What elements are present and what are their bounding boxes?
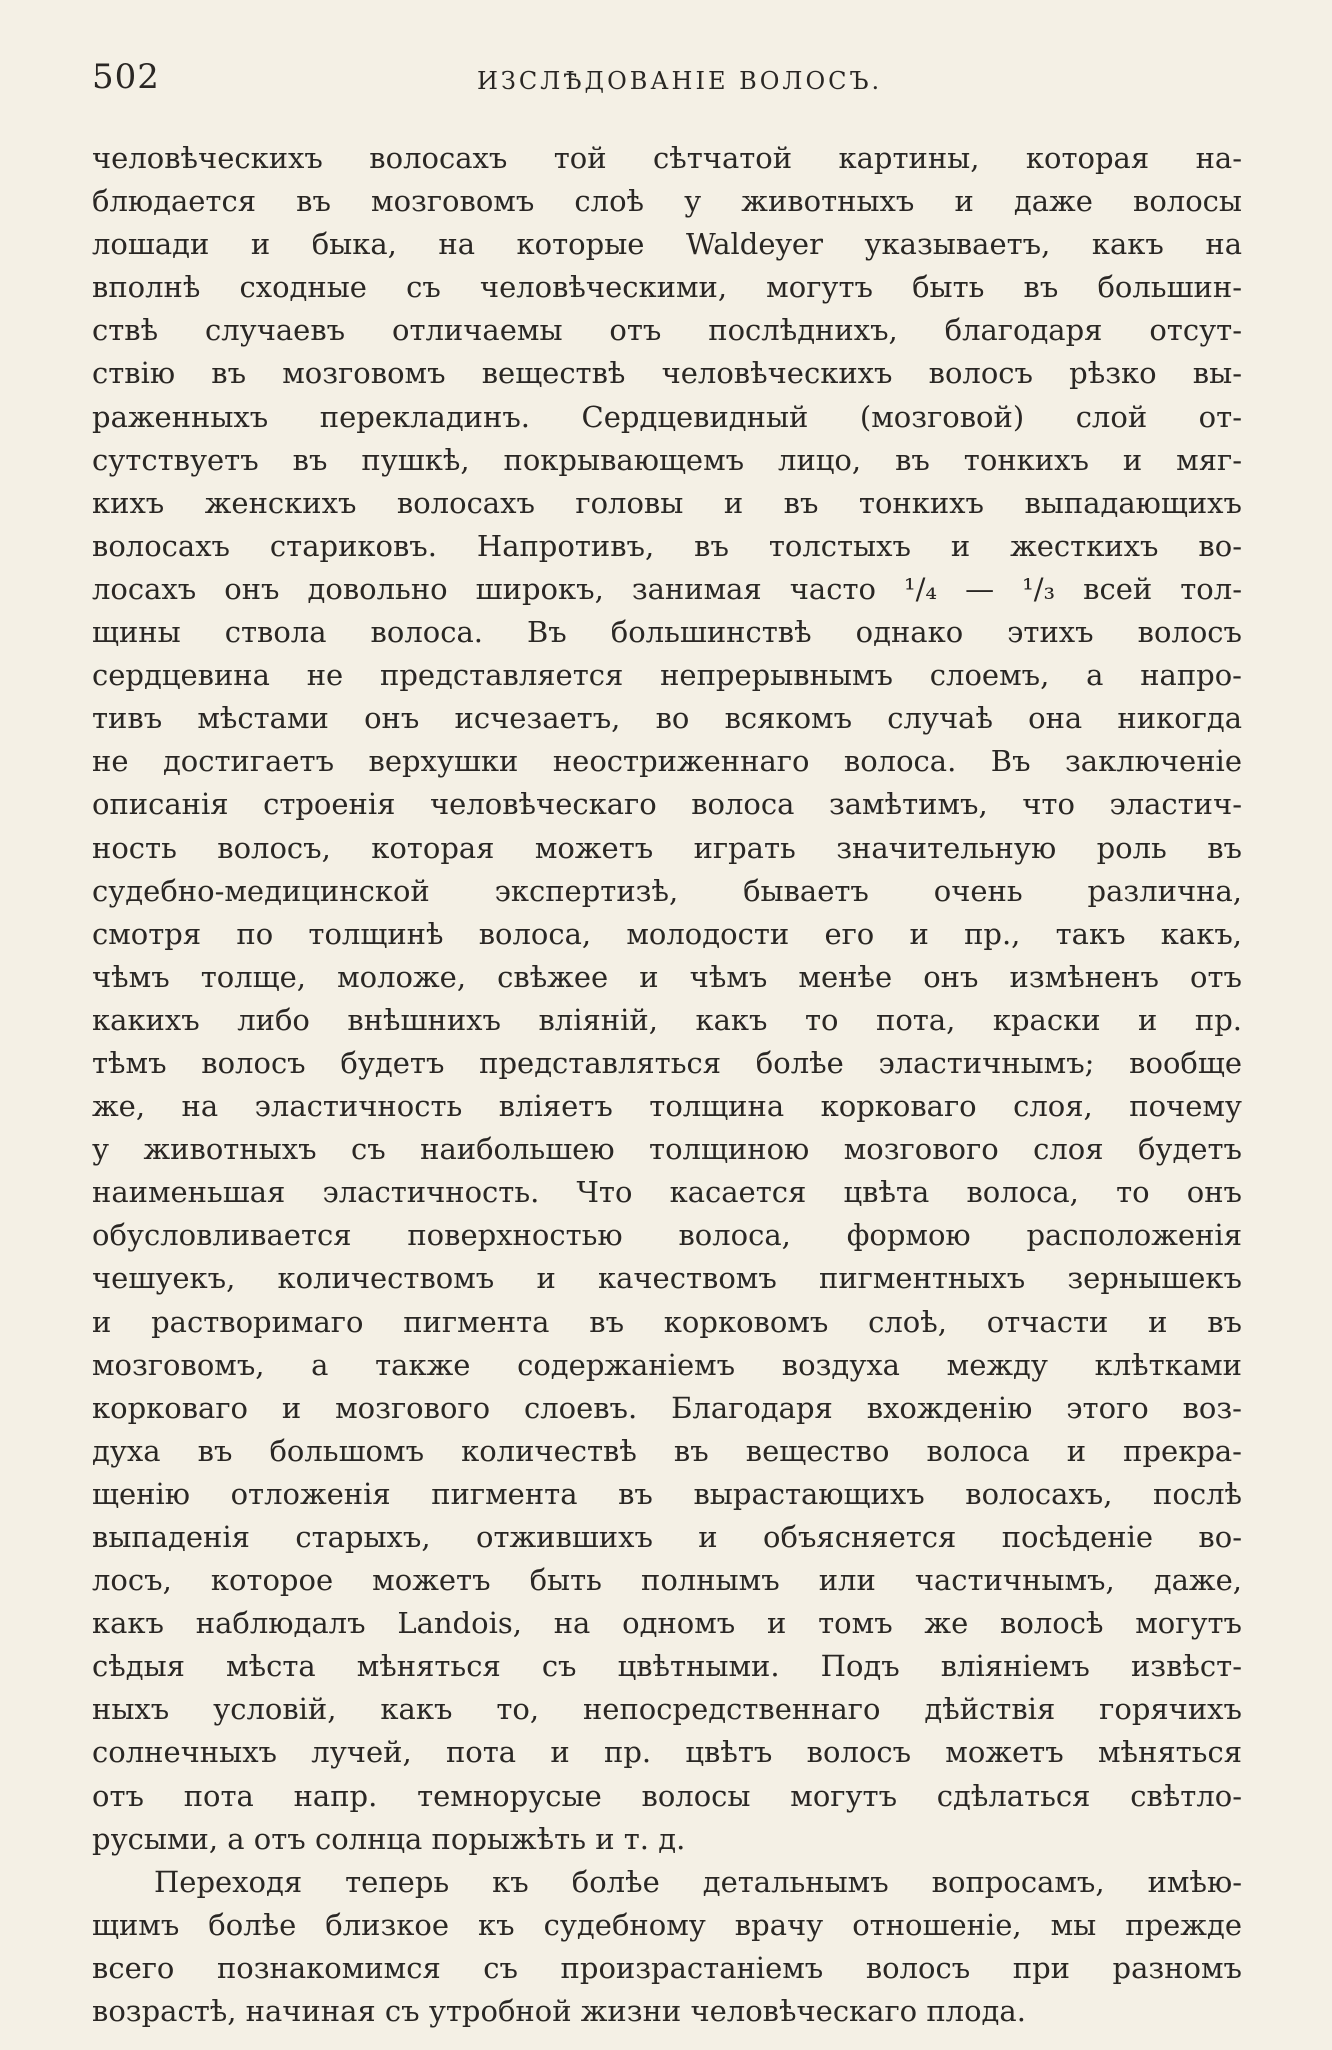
- text-line: же, на эластичность вліяетъ толщина корковаго слоя, почему: [92, 1089, 1242, 1124]
- text-line: наименьшая эластичность. Что касается цвѣта волоса, то онъ: [92, 1175, 1242, 1210]
- text-line: у животныхъ съ наибольшею толщиною мозгового слоя будетъ: [92, 1132, 1242, 1167]
- text-line: волосахъ стариковъ. Напротивъ, въ толстыхъ и жесткихъ во-: [92, 528, 1242, 563]
- page-number: 502: [92, 57, 160, 97]
- text-line: лошади и быка, на которые Waldeyer указываетъ, какъ на: [92, 227, 1242, 262]
- text-line: смотря по толщинѣ волоса, молодости его и пр., такъ какъ,: [92, 916, 1242, 951]
- text-line: солнечныхъ лучей, пота и пр. цвѣтъ волосъ можетъ мѣняться: [92, 1735, 1242, 1770]
- body-text: [92, 137, 1242, 2033]
- text-line: раженныхъ перекладинъ. Сердцевидный (мозговой) слой от-: [92, 399, 1242, 434]
- text-line: щенію отложенія пигмента въ вырастающихъ волосахъ, послѣ: [92, 1476, 1242, 1511]
- running-title: ИЗСЛѢДОВАНІЕ ВОЛОСЪ.: [477, 67, 883, 95]
- text-line: ствію въ мозговомъ веществѣ человѣческихъ волосъ рѣзко вы-: [92, 356, 1242, 391]
- text-line: лосъ, которое можетъ быть полнымъ или частичнымъ, даже,: [92, 1563, 1242, 1598]
- text-line: тивъ мѣстами онъ исчезаетъ, во всякомъ случаѣ она никогда: [92, 701, 1242, 736]
- text-line: чешуекъ, количествомъ и качествомъ пигментныхъ зернышекъ: [92, 1261, 1242, 1296]
- text-line: какихъ либо внѣшнихъ вліяній, какъ то пота, краски и пр.: [92, 1002, 1242, 1037]
- paragraph-start-line: Переходя теперь къ болѣе детальнымъ вопросамъ, имѣю-: [154, 1864, 1242, 1899]
- text-line: человѣческихъ волосахъ той сѣтчатой картины, которая на-: [92, 141, 1242, 175]
- text-line: всего познакомимся съ произрастаніемъ волосъ при разномъ: [92, 1950, 1242, 1985]
- text-line: чѣмъ толще, моложе, свѣжее и чѣмъ менѣе онъ измѣненъ отъ: [92, 959, 1242, 994]
- text-line: описанія строенія человѣческаго волоса замѣтимъ, что эластич-: [92, 787, 1242, 822]
- text-line: кихъ женскихъ волосахъ головы и въ тонкихъ выпадающихъ: [92, 485, 1242, 520]
- text-line: отъ пота напр. темнорусые волосы могутъ сдѣлаться свѣтло-: [92, 1778, 1242, 1813]
- paragraph-end-line: русыми, а отъ солнца порыжѣть и т. д.: [92, 1821, 686, 1856]
- text-line: ныхъ условій, какъ то, непосредственнаго дѣйствія горячихъ: [92, 1692, 1242, 1727]
- text-line: ность волосъ, которая можетъ играть значительную роль въ: [92, 830, 1242, 865]
- text-line: щимъ болѣе близкое къ судебному врачу отношеніе, мы прежде: [92, 1907, 1242, 1942]
- text-line: блюдается въ мозговомъ слоѣ у животныхъ и даже волосы: [92, 184, 1242, 219]
- text-line: ствѣ случаевъ отличаемы отъ послѣднихъ, благодаря отсут-: [92, 313, 1242, 348]
- text-line: тѣмъ волосъ будетъ представляться болѣе эластичнымъ; вообще: [92, 1045, 1242, 1080]
- text-line: сердцевина не представляется непрерывнымъ слоемъ, а напро-: [92, 658, 1242, 693]
- text-line: выпаденія старыхъ, отжившихъ и объясняется посѣденіе во-: [92, 1520, 1242, 1554]
- text-line: сутствуетъ въ пушкѣ, покрывающемъ лицо, въ тонкихъ и мяг-: [92, 442, 1242, 477]
- text-line: не достигаетъ верхушки неостриженнаго волоса. Въ заключеніе: [92, 744, 1242, 779]
- text-line: щины ствола волоса. Въ большинствѣ однако этихъ волосъ: [92, 615, 1242, 650]
- text-line: духа въ большомъ количествѣ въ вещество волоса и прекра-: [92, 1433, 1242, 1468]
- text-line: вполнѣ сходные съ человѣческими, могутъ быть въ большин-: [92, 270, 1242, 305]
- paragraph-end-line: возрастѣ, начиная съ утробной жизни человѣческаго плода.: [92, 1994, 1026, 2029]
- page-header: [92, 52, 1242, 102]
- text-line: судебно-медицинской экспертизѣ, бываетъ очень различна,: [92, 873, 1242, 908]
- text-line: какъ наблюдалъ Landois, на одномъ и томъ же волосѣ могутъ: [92, 1606, 1242, 1641]
- text-line: сѣдыя мѣста мѣняться съ цвѣтными. Подъ вліяніемъ извѣст-: [92, 1649, 1242, 1684]
- text-line: мозговомъ, а также содержаніемъ воздуха между клѣтками: [92, 1347, 1242, 1382]
- text-line: корковаго и мозгового слоевъ. Благодаря вхожденію этого воз-: [92, 1390, 1242, 1425]
- text-line: и растворимаго пигмента въ корковомъ слоѣ, отчасти и въ: [92, 1304, 1242, 1339]
- text-line: обусловливается поверхностью волоса, формою расположенія: [92, 1218, 1242, 1253]
- text-line: лосахъ онъ довольно широкъ, занимая часто ¹/₄ — ¹/₃ всей тол-: [92, 571, 1242, 606]
